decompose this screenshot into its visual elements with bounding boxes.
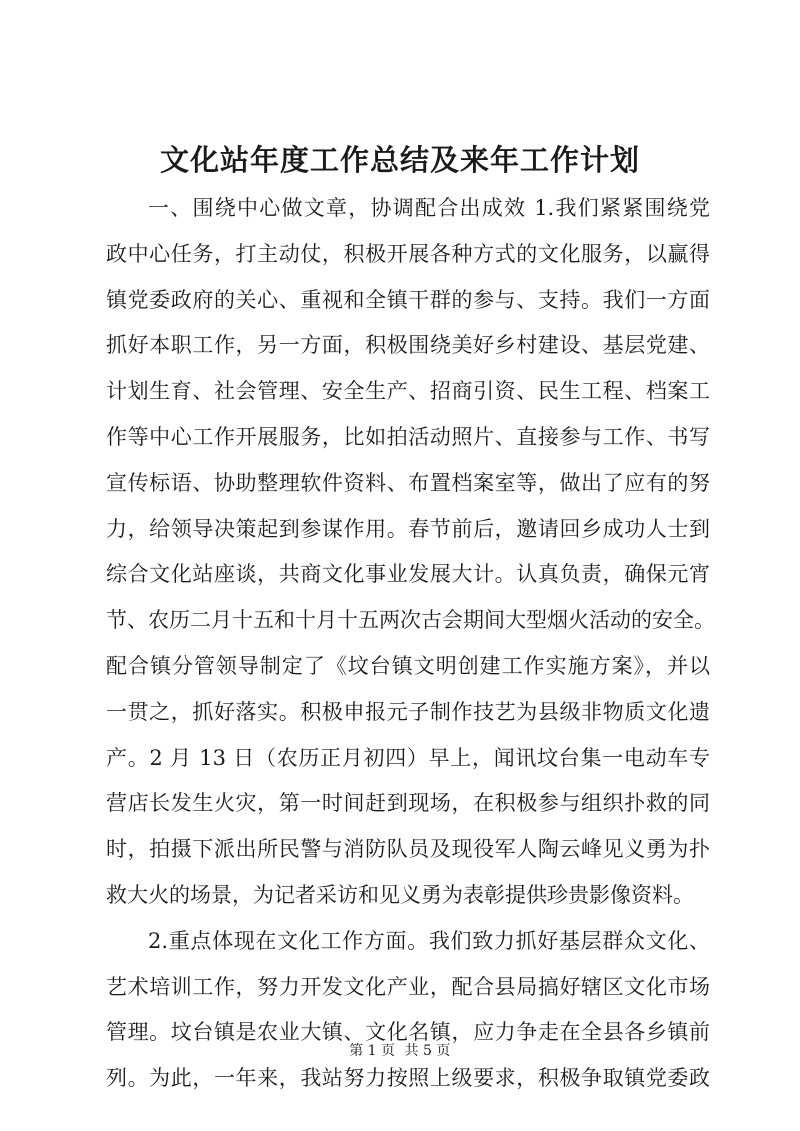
page-footer	[0, 1041, 800, 1061]
total-label-suffix: 页	[436, 1043, 451, 1059]
text-line: 一贯之，抓好落实。积极申报元子制作技艺为县级非物质文化遗	[106, 699, 710, 724]
text-line: 营店长发生火灾，第一时间赶到现场，在积极参与组织扑救的同	[106, 791, 710, 816]
text-line: 综合文化站座谈，共商文化事业发展大计。认真负责，确保元宵	[106, 562, 710, 587]
text-line: 产。2 月 13 日（农历正月初四）早上，闻讯坟台集一电动车专	[106, 745, 710, 770]
text-line: 力，给领导决策起到参谋作用。春节前后，邀请回乡成功人士到	[106, 516, 710, 541]
text-line: 一、围绕中心做文章，协调配合出成效 1.我们紧紧围绕党	[148, 196, 710, 220]
text-line: 宣传标语、协助整理软件资料、布置档案室等，做出了应有的努	[106, 470, 710, 495]
text-line: 节、农历二月十五和十月十五两次古会期间大型烟火活动的安全。	[106, 608, 715, 633]
text-line: 计划生育、社会管理、安全生产、招商引资、民生工程、档案工	[106, 379, 710, 404]
text-line: 管理。坟台镇是农业大镇、文化名镇，应力争走在全县各乡镇前	[106, 1020, 710, 1045]
total-label-prefix: 共	[404, 1043, 419, 1059]
text-line: 列。为此，一年来，我站努力按照上级要求，积极争取镇党委政	[106, 1066, 710, 1091]
page-label-prefix: 第	[349, 1043, 364, 1059]
document-body	[106, 186, 715, 1102]
current-page-number: 1	[367, 1043, 378, 1059]
text-line: 时，拍摄下派出所民警与消防队员及现役军人陶云峰见义勇为扑	[106, 837, 710, 862]
document-title: 文化站年度工作总结及来年工作计划	[159, 143, 640, 177]
text-line: 镇党委政府的关心、重视和全镇干群的参与、支持。我们一方面	[106, 287, 710, 312]
text-line: 配合镇分管领导制定了《坟台镇文明创建工作实施方案》，并以	[106, 653, 710, 678]
paragraph-1	[106, 186, 715, 919]
page-label-mid: 页	[381, 1043, 396, 1059]
total-pages-number: 5	[422, 1043, 433, 1059]
text-line: 2.重点体现在文化工作方面。我们致力抓好基层群众文化、	[148, 928, 710, 953]
text-line: 作等中心工作开展服务，比如拍活动照片、直接参与工作、书写	[106, 424, 710, 449]
text-line: 抓好本职工作，另一方面，积极围绕美好乡村建设、基层党建、	[106, 333, 710, 358]
text-line: 救大火的场景，为记者采访和见义勇为表彰提供珍贵影像资料。	[106, 882, 694, 907]
text-line: 政中心任务，打主动仗，积极开展各种方式的文化服务，以赢得	[106, 241, 710, 266]
paragraph-2	[106, 919, 710, 1102]
text-line: 艺术培训工作，努力开发文化产业，配合县局搞好辖区文化市场	[106, 974, 710, 999]
